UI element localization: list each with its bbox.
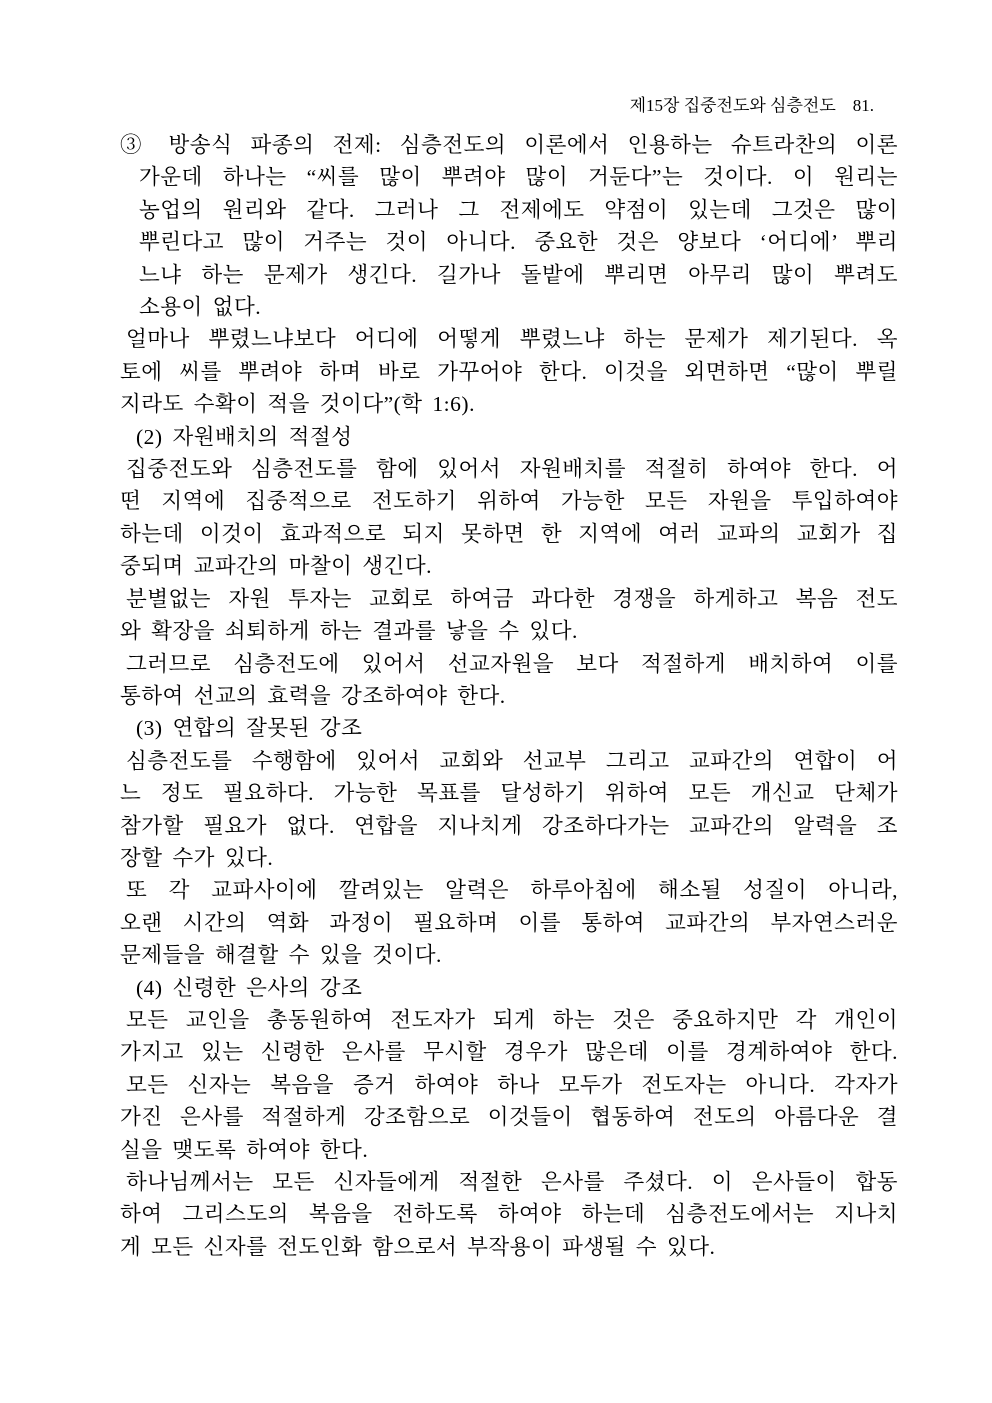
text-line: ③ 방송식 파종의 전제: 심층전도의 이론에서 인용하는 슈트라찬의 이론 xyxy=(120,133,898,157)
text-line: 중되며 교파간의 마찰이 생긴다. xyxy=(120,554,432,579)
text-line: 토에 씨를 뿌려야 하며 바로 가꾸어야 한다. 이것을 외면하면 “많이 뿌릴 xyxy=(120,359,898,384)
text-line: 하는데 이것이 효과적으로 되지 못하면 한 지역에 여러 교파의 교회가 집 xyxy=(120,521,898,546)
page-number: 81. xyxy=(852,96,874,115)
text-line: 농업의 원리와 같다. 그러나 그 전제에도 약점이 있는데 그것은 많이 xyxy=(139,197,898,222)
text-line: (2) 자원배치의 적절성 xyxy=(136,424,353,449)
text-line: 떤 지역에 집중적으로 전도하기 위하여 가능한 모든 자원을 투입하여야 xyxy=(120,489,898,514)
text-line: 소용이 없다. xyxy=(139,295,262,320)
text-line: 가진 은사를 적절하게 강조함으로 이것들이 협동하여 전도의 아름다운 결 xyxy=(120,1105,898,1130)
text-line: 느 정도 필요하다. 가능한 목표를 달성하기 위하여 모든 개신교 단체가 xyxy=(120,781,898,806)
text-line: 참가할 필요가 없다. 연합을 지나치게 강조하다가는 교파간의 알력을 조 xyxy=(120,813,898,838)
text-line: 느냐 하는 문제가 생긴다. 길가나 돌밭에 뿌리면 아무리 많이 뿌려도 xyxy=(139,262,898,287)
text-line: 그러므로 심층전도에 있어서 선교자원을 보다 적절하게 배치하여 이를 xyxy=(126,651,898,676)
text-line: 심층전도를 수행함에 있어서 교회와 선교부 그리고 교파간의 연합이 어 xyxy=(126,748,898,773)
text-line: 모든 신자는 복음을 증거 하여야 하나 모두가 전도자는 아니다. 각자가 xyxy=(126,1072,898,1097)
text-line: 가운데 하나는 “씨를 많이 뿌려야 많이 거둔다”는 것이다. 이 원리는 xyxy=(139,165,898,190)
text-line: 통하여 선교의 효력을 강조하여야 한다. xyxy=(120,683,506,708)
text-line: 가지고 있는 신령한 은사를 무시할 경우가 많은데 이를 경계하여야 한다. xyxy=(120,1040,898,1065)
text-line: 문제들을 해결할 수 있을 것이다. xyxy=(120,943,442,968)
text-line: 모든 교인을 총동원하여 전도자가 되게 하는 것은 중요하지만 각 개인이 xyxy=(126,1007,898,1032)
text-line: 뿌린다고 많이 거주는 것이 아니다. 중요한 것은 양보다 ‘어디에’ 뿌리 xyxy=(139,230,898,255)
text-line: 장할 수가 있다. xyxy=(120,845,274,870)
text-line: (4) 신령한 은사의 강조 xyxy=(136,975,363,1000)
running-header xyxy=(120,96,874,116)
text-line: 실을 맺도록 하여야 한다. xyxy=(120,1137,369,1162)
running-title: 제15장 집중전도와 심층전도 xyxy=(629,96,836,115)
text-line: 게 모든 신자를 전도인화 함으로서 부작용이 파생될 수 있다. xyxy=(120,1234,716,1259)
text-line: (3) 연합의 잘못된 강조 xyxy=(136,716,363,741)
text-line: 얼마나 뿌렸느냐보다 어디에 어떻게 뿌렸느냐 하는 문제가 제기된다. 옥 xyxy=(126,327,898,352)
text-body xyxy=(120,129,898,1263)
text-line: 하나님께서는 모든 신자들에게 적절한 은사를 주셨다. 이 은사들이 합동 xyxy=(126,1170,898,1194)
text-line: 하여 그리스도의 복음을 전하도록 하여야 하는데 심층전도에서는 지나치 xyxy=(120,1202,898,1227)
text-line: 또 각 교파사이에 깔려있는 알력은 하루아침에 해소될 성질이 아니라, xyxy=(126,878,898,903)
text-line: 지라도 수확이 적을 것이다”(학 1:6). xyxy=(120,392,475,417)
text-line: 오랜 시간의 역화 과정이 필요하며 이를 통하여 교파간의 부자연스러운 xyxy=(120,910,898,935)
text-line: 와 확장을 쇠퇴하게 하는 결과를 낳을 수 있다. xyxy=(120,619,578,644)
text-line: 분별없는 자원 투자는 교회로 하여금 과다한 경쟁을 하게하고 복음 전도 xyxy=(126,586,898,611)
text-line: 집중전도와 심층전도를 함에 있어서 자원배치를 적절히 하여야 한다. 어 xyxy=(126,457,898,482)
